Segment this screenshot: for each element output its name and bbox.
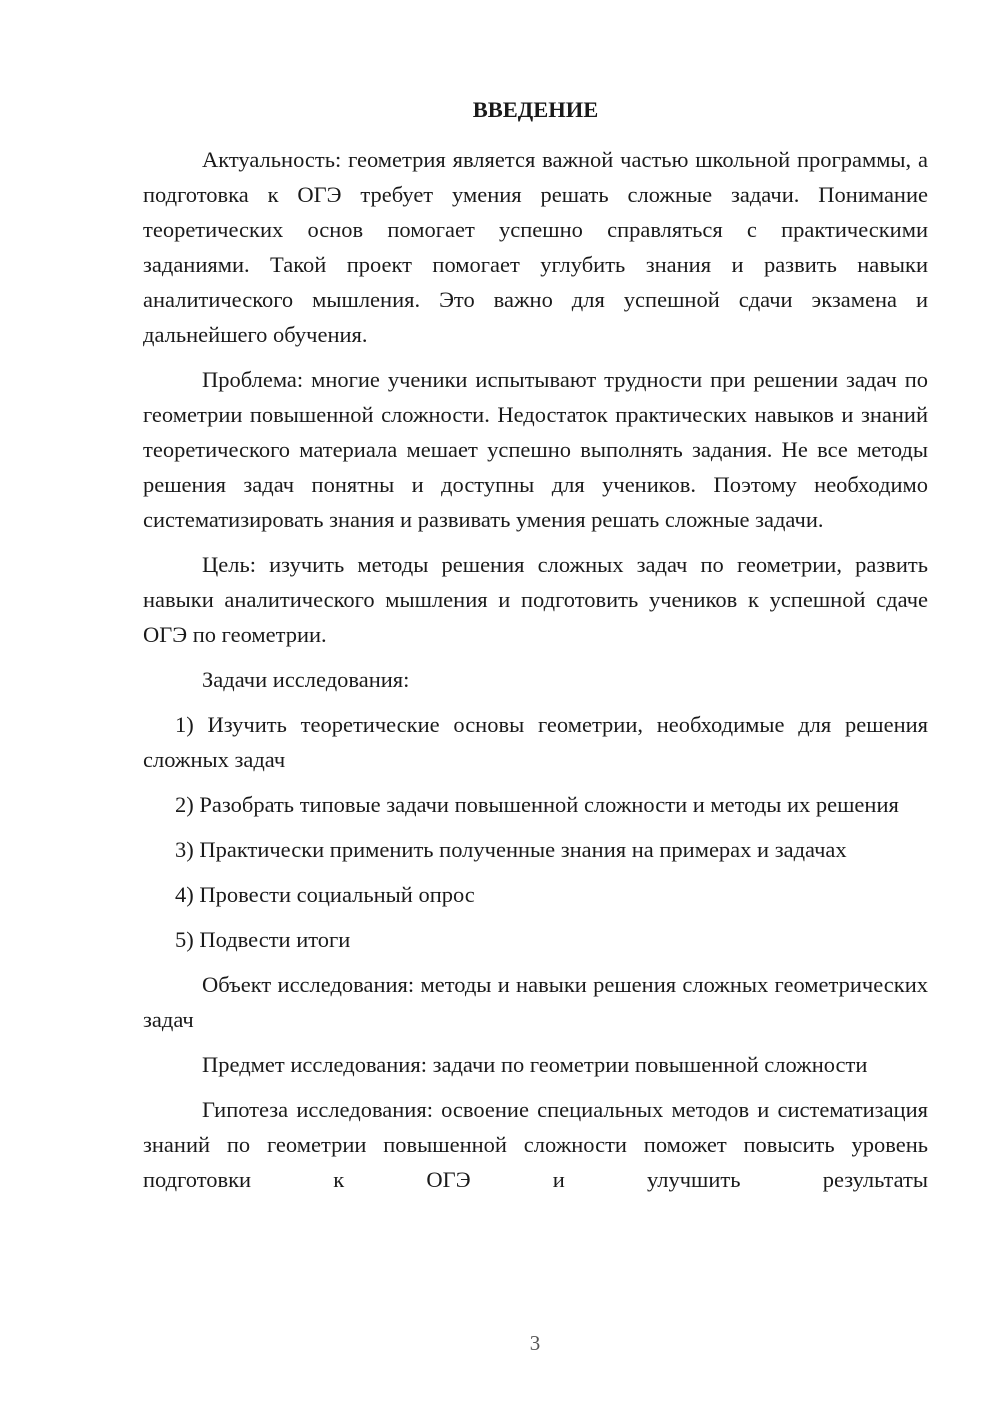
- paragraph-object: Объект исследования: методы и навыки решения сложных геометрических задач: [143, 972, 928, 1032]
- paragraph-tasks-intro: Задачи исследования:: [202, 667, 410, 692]
- paragraph-goal: Цель: изучить методы решения сложных задач по геометрии, развить навыки аналитического мышления и подготовить учеников к успешной сдаче ОГЭ по геометрии.: [143, 552, 928, 647]
- list-item: 1) Изучить теоретические основы геометрии, необходимые для решения сложных задач: [143, 712, 928, 772]
- list-item: 5) Подвести итоги: [175, 927, 351, 952]
- paragraph-relevance: Актуальность: геометрия является важной частью школьной программы, а подготовка к ОГЭ требует умения решать сложные задачи. Понимание теоретических основ помогает успешно справляться с практическими заданиями. Такой проект помогает углубить знания и развить навыки аналитического мышления. Это важно для успешной сдачи экзамена и дальнейшего обучения.: [143, 147, 928, 347]
- paragraph-subject: Предмет исследования: задачи по геометрии повышенной сложности: [202, 1052, 868, 1077]
- paragraph-problem: Проблема: многие ученики испытывают трудности при решении задач по геометрии повышенной сложности. Недостаток практических навыков и знаний теоретического материала мешает успешно выполнять задания. Не все методы решения задач понятны и доступны для учеников. Поэтому необходимо систематизировать знания и развивать умения решать сложные задачи.: [143, 367, 928, 532]
- list-item: 3) Практически применить полученные знания на примерах и задачах: [175, 837, 847, 862]
- page-body: [143, 92, 928, 1197]
- paragraph-hypothesis: Гипотеза исследования: освоение специальных методов и систематизация знаний по геометрии повышенной сложности поможет повысить уровень подготовки к ОГЭ и улучшить результаты: [143, 1097, 928, 1192]
- page-number: 3: [529, 1331, 541, 1355]
- list-item: 4) Провести социальный опрос: [175, 882, 475, 907]
- section-heading: ВВЕДЕНИЕ: [472, 97, 599, 122]
- list-item: 2) Разобрать типовые задачи повышенной сложности и методы их решения: [175, 792, 899, 817]
- tasks-list: [143, 707, 928, 957]
